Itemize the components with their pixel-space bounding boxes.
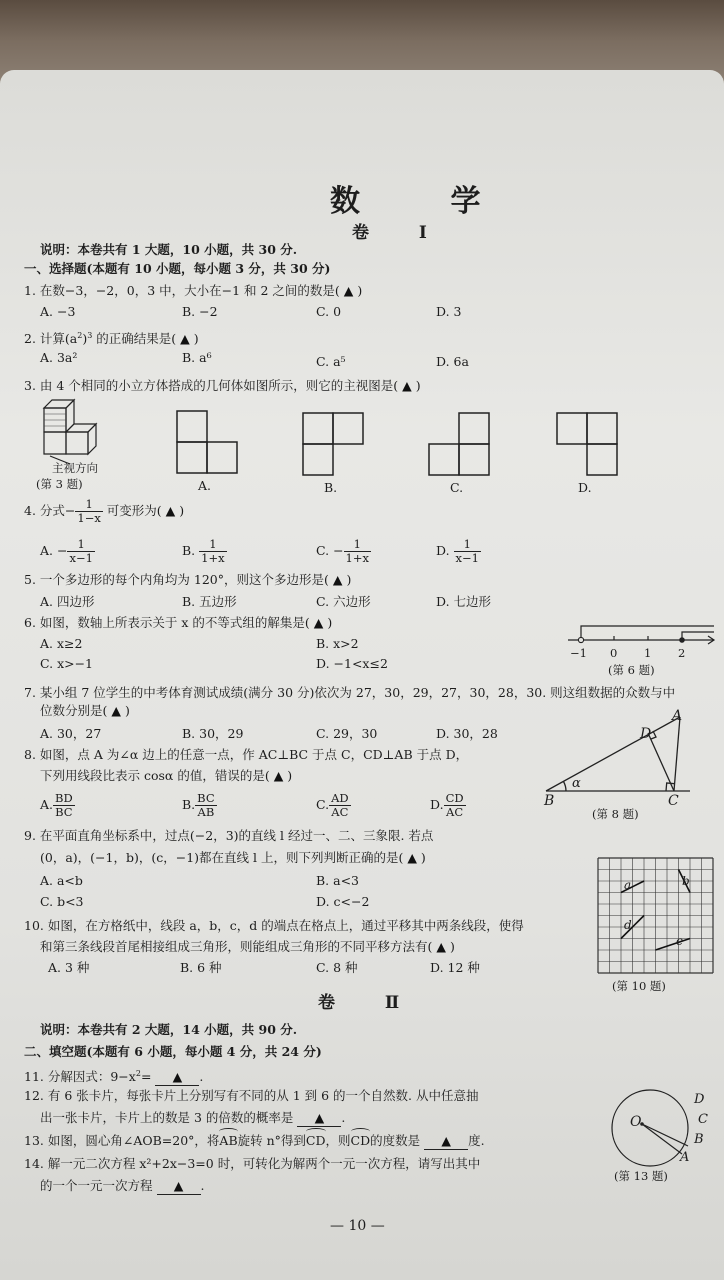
q5-option-a: A. 四边形 <box>40 594 95 609</box>
q1-option-c: C. 0 <box>316 304 342 319</box>
section-1-heading: 一、选择题(本题有 10 小题，每小题 3 分，共 30 分) <box>24 261 331 276</box>
q13-stem-b: 旋转 n°得到 <box>237 1133 306 1148</box>
answer-mark: ▲ <box>402 378 412 393</box>
q9-option-d: D. c<−2 <box>316 894 370 909</box>
q3-option-d: D. <box>578 480 592 495</box>
question-3: 3. 由 4 个相同的小立方体搭成的几何体如图所示，则它的主视图是( ▲ ) <box>24 378 421 393</box>
q14-stem2: 的一个一元一次方程 <box>40 1178 153 1193</box>
volume-2-note: 说明：本卷共有 2 大题，14 小题，共 90 分. <box>40 1022 298 1037</box>
answer-mark: ▲ <box>172 1069 183 1085</box>
q8-d-prefix: D. <box>430 797 444 812</box>
q3-option-a: A. <box>198 478 212 493</box>
q8-option-b <box>182 792 217 819</box>
question-13 <box>24 1133 485 1150</box>
q11-stem-a: 11. 分解因式：9−x <box>24 1069 136 1085</box>
q9-stem2: (0，a)，(−1，b)，(c，−1)都在直线 l 上，则下列判断正确的是( <box>40 850 404 865</box>
q8-b-num: BC <box>197 791 215 805</box>
q8-d-num: CD <box>445 791 464 805</box>
answer-mark: ▲ <box>173 1178 184 1193</box>
q6-stem: 6. 如图，数轴上所表示关于 x 的不等式组的解集是( <box>24 615 310 630</box>
q13-arc-cd-1-text: CD <box>305 1133 326 1148</box>
answer-mark: ▲ <box>441 1133 451 1148</box>
section-2-heading: 二、填空题(本题有 6 小题，每小题 4 分，共 24 分) <box>24 1044 322 1059</box>
q6-option-a: A. x≥2 <box>40 636 83 651</box>
answer-mark: ▲ <box>436 939 446 954</box>
question-10-line-1: 10. 如图，在方格纸中，线段 a，b，c，d 的端点在格点上，通过平移其中两条线段，使得 <box>24 918 524 933</box>
q13-label-a: A <box>680 1150 690 1165</box>
q9-option-c: C. b<3 <box>40 894 84 909</box>
q8-a-den: BC <box>55 805 73 819</box>
q4-frac-num: 1 <box>75 498 102 512</box>
q1-option-d: D. 3 <box>436 304 462 319</box>
q8-b-prefix: B. <box>182 797 196 812</box>
q8-figure-caption: (第 8 题) <box>592 807 639 821</box>
q4-stem-b: 可变形为( <box>102 503 162 518</box>
q2-sup-b: 3 <box>87 331 93 340</box>
q8-b-den: AB <box>197 805 215 819</box>
question-8-line-1: 8. 如图，点 A 为∠α 边上的任意一点，作 AC⊥BC 于点 C，CD⊥AB 于点 D， <box>24 747 469 762</box>
q3-option-c: C. <box>450 480 464 495</box>
q7-option-b: B. 30，29 <box>182 726 244 741</box>
q10-grid-figure <box>596 856 716 976</box>
answer-mark: ▲ <box>343 283 354 298</box>
q4-option-c <box>316 538 371 565</box>
q3-option-b-shape <box>302 412 364 476</box>
volume-1-heading: 卷 Ⅰ <box>352 223 449 243</box>
q7-option-a: A. 30，27 <box>40 726 102 741</box>
q2-option-b: B. a⁶ <box>182 350 212 365</box>
q10-stem2: 和第三条线段首尾相接组成三角形，则能组成三角形的不同平移方法有( <box>40 939 433 954</box>
question-4: 4. 分式− $\frac{1}{1-x}$ 可变形为( ▲ ) <box>24 497 185 525</box>
q4-c-den: 1+x <box>345 551 369 565</box>
q3-view-direction-label: 主视方向 <box>52 461 98 475</box>
q13-stem-c: ，则 <box>325 1133 351 1148</box>
q5-option-b: B. 五边形 <box>182 594 237 609</box>
q1-option-b: B. −2 <box>182 304 218 319</box>
q13-end: 度. <box>468 1133 485 1148</box>
q3-option-b: B. <box>324 480 338 495</box>
q13-arc-ab <box>219 1133 237 1149</box>
q9-option-a: A. a<b <box>40 873 83 888</box>
q3-option-d-shape <box>556 412 618 476</box>
q13-arc-cd-2-text: CD <box>350 1133 371 1148</box>
q6-tick-2: 2 <box>678 646 686 660</box>
q4-fraction <box>75 498 102 525</box>
question-7-line-1: 7. 某小组 7 位学生的中考体育测试成绩(满分 30 分)依次为 27，30，29，27，30，28，30. 则这组数据的众数与中 <box>24 685 676 700</box>
answer-mark: ▲ <box>407 850 417 865</box>
volume-2-heading: 卷 Ⅱ <box>318 993 422 1013</box>
q11-end: . <box>199 1069 204 1085</box>
q4-c-prefix: C. − <box>316 543 344 558</box>
question-14-line-1: 14. 解一元二次方程 x²+2x−3=0 时，可转化为解两个一元一次方程，请写出其中 <box>24 1156 481 1171</box>
q13-answer-blank[interactable] <box>424 1133 468 1150</box>
question-2: 2. 计算$(a^2)^3$ 的正确结果是( ▲ ) <box>24 331 199 347</box>
question-9-line-1: 9. 在平面直角坐标系中，过点(−2，3)的直线 l 经过一、二、三象限. 若点 <box>24 828 434 843</box>
q3-figure-caption: (第 3 题) <box>36 477 83 491</box>
q11-sup: 2 <box>135 1069 141 1078</box>
q11-answer-blank[interactable] <box>155 1069 199 1086</box>
q2-stem-c: ) <box>82 331 88 347</box>
page-number: — 10 — <box>330 1218 385 1234</box>
q8-label-alpha: α <box>572 776 581 791</box>
question-1: 1. 在数−3，−2，0，3 中，大小在−1 和 2 之间的数是( ▲ ) <box>24 283 363 298</box>
question-7-line-2: 位数分别是( ▲ ) <box>40 703 130 718</box>
q10-label-a: a <box>624 878 632 892</box>
q4-d-prefix: D. <box>436 543 454 558</box>
q6-option-b: B. x>2 <box>316 636 359 651</box>
q3-stem: 3. 由 4 个相同的小立方体搭成的几何体如图所示，则它的主视图是( <box>24 378 399 393</box>
q3-option-c-shape <box>428 412 490 476</box>
volume-1-note: 说明：本卷共有 1 大题，10 小题，共 30 分. <box>40 242 298 257</box>
q4-a-prefix: A. − <box>40 543 68 558</box>
q8-d-den: AC <box>446 805 464 819</box>
question-9-line-2: (0，a)，(−1，b)，(c，−1)都在直线 l 上，则下列判断正确的是( ▲ ) <box>40 850 426 865</box>
q4-a-den: x−1 <box>69 551 93 565</box>
answer-mark: ▲ <box>165 503 176 518</box>
q2-option-c: C. a⁵ <box>316 354 346 369</box>
q13-stem-d: 的度数是 <box>370 1133 421 1148</box>
answer-mark: ▲ <box>111 703 121 718</box>
q5-option-d: D. 七边形 <box>436 594 492 609</box>
q13-arc-cd-1 <box>306 1133 326 1149</box>
q14-answer-blank[interactable] <box>157 1178 201 1195</box>
question-1-stem: 1. 在数−3，−2，0，3 中，大小在−1 和 2 之间的数是( <box>24 283 340 298</box>
q8-c-prefix: C. <box>316 797 330 812</box>
q4-d-den: x−1 <box>455 551 479 565</box>
q3-option-a-shape <box>176 410 238 474</box>
answer-mark: ▲ <box>314 1110 325 1125</box>
q2-stem-a: 2. 计算(a <box>24 331 78 347</box>
q7-option-d: D. 30，28 <box>436 726 498 741</box>
answer-mark: ▲ <box>273 768 284 783</box>
q13-stem-a: 13. 如图，圆心角∠AOB=20°，将 <box>24 1133 220 1148</box>
q13-arc-cd-2 <box>351 1133 371 1149</box>
q4-b-num: 1 <box>199 538 226 552</box>
q6-option-c: C. x>−1 <box>40 656 94 671</box>
q6-option-d: D. −1<x≤2 <box>316 656 388 671</box>
q10-label-b: b <box>682 874 690 888</box>
q7-stem2: 位数分别是( <box>40 703 108 718</box>
q8-a-num: BD <box>55 791 73 805</box>
q2-option-a: A. 3a² <box>40 350 78 365</box>
q13-figure-caption: (第 13 题) <box>614 1169 668 1183</box>
question-14-line-2 <box>40 1178 204 1195</box>
q8-stem2: 下列用线段比表示 cosα 的值，错误的是( <box>40 768 270 783</box>
q13-arc-ab-text: AB <box>219 1133 238 1148</box>
q13-label-o: O <box>630 1114 642 1130</box>
q4-option-a <box>40 538 95 565</box>
question-12-line-2 <box>40 1110 345 1127</box>
q10-figure-caption: (第 10 题) <box>612 979 666 993</box>
question-12-line-1: 12. 有 6 张卡片，每张卡片上分别写有不同的从 1 到 6 的一个自然数. 从中任意抽 <box>24 1088 479 1103</box>
q2-sup-a: 2 <box>77 331 83 340</box>
q5-stem: 5. 一个多边形的每个内角均为 120°，则这个多边形是( <box>24 572 329 587</box>
segment-c <box>656 939 691 951</box>
q13-label-b: B <box>694 1132 704 1147</box>
q8-option-a <box>40 792 75 819</box>
q5-option-c: C. 六边形 <box>316 594 371 609</box>
question-11 <box>24 1066 203 1086</box>
answer-mark: ▲ <box>332 572 343 587</box>
q4-b-prefix: B. <box>182 543 200 558</box>
q13-label-c: C <box>698 1112 708 1127</box>
q10-option-b: B. 6 种 <box>180 960 222 975</box>
q10-option-c: C. 8 种 <box>316 960 358 975</box>
q12-answer-blank[interactable] <box>297 1110 341 1127</box>
q10-option-d: D. 12 种 <box>430 960 480 975</box>
q8-label-a: A <box>672 708 683 724</box>
q2-stem-e: 的正确结果是( <box>92 331 177 347</box>
q8-label-d: D <box>640 726 652 742</box>
q8-label-b: B <box>544 793 555 809</box>
q7-option-c: C. 29，30 <box>316 726 378 741</box>
q4-stem-a: 4. 分式− <box>24 503 76 518</box>
q4-c-num: 1 <box>344 538 371 552</box>
q8-c-den: AC <box>331 805 349 819</box>
q11-stem-b: = <box>140 1069 152 1085</box>
q6-tick-1: 1 <box>644 646 652 660</box>
question-5: 5. 一个多边形的每个内角均为 120°，则这个多边形是( ▲ ) <box>24 572 352 587</box>
page-title: 数 学 <box>330 184 521 219</box>
q4-option-b <box>182 538 227 565</box>
q10-label-d: d <box>624 918 632 932</box>
answer-mark: ▲ <box>313 615 324 630</box>
q8-c-num: AD <box>331 791 349 805</box>
q10-option-a: A. 3 种 <box>48 960 90 975</box>
q12-end: . <box>341 1110 346 1125</box>
q6-number-line <box>564 620 720 660</box>
q1-option-a: A. −3 <box>40 304 76 319</box>
q8-option-d <box>430 792 466 819</box>
q12-stem2: 出一张卡片，卡片上的数是 3 的倍数的概率是 <box>40 1110 294 1125</box>
q4-d-num: 1 <box>454 538 481 552</box>
question-10-line-2: 和第三条线段首尾相接组成三角形，则能组成三角形的不同平移方法有( ▲ ) <box>40 939 455 954</box>
answer-mark: ▲ <box>180 331 190 347</box>
q6-tick-0: 0 <box>610 646 618 660</box>
q4-a-num: 1 <box>67 538 94 552</box>
q9-option-b: B. a<3 <box>316 873 360 888</box>
q4-option-d <box>436 538 481 565</box>
q2-option-d: D. 6a <box>436 354 469 369</box>
q6-tick-neg1: −1 <box>570 646 587 660</box>
q8-label-c: C <box>668 793 679 809</box>
q6-figure-caption: (第 6 题) <box>608 663 655 677</box>
q10-label-c: c <box>676 934 683 948</box>
question-8-line-2: 下列用线段比表示 cosα 的值，错误的是( ▲ ) <box>40 768 293 783</box>
q4-b-den: 1+x <box>201 551 225 565</box>
q14-end: . <box>200 1178 205 1193</box>
q4-frac-den: 1−x <box>77 511 101 525</box>
q8-option-c <box>316 792 351 819</box>
question-6: 6. 如图，数轴上所表示关于 x 的不等式组的解集是( ▲ ) <box>24 615 333 630</box>
q13-label-d: D <box>694 1092 705 1107</box>
q8-a-prefix: A. <box>40 797 54 812</box>
